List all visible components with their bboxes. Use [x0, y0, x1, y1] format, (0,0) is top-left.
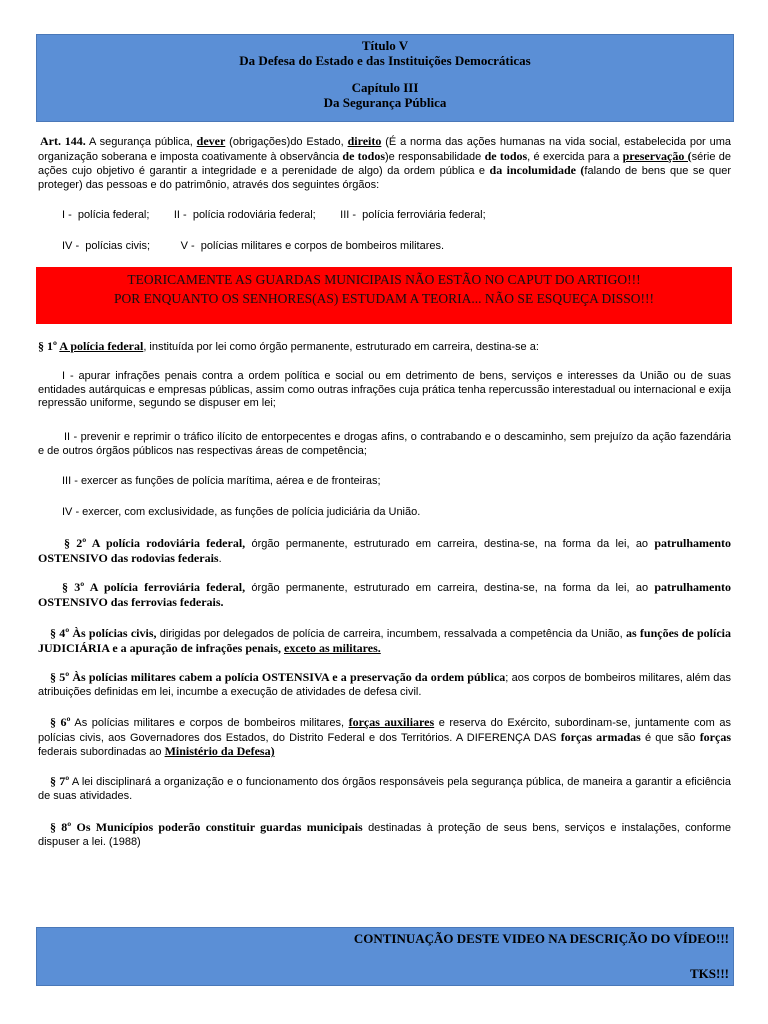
titulo-label: Título V	[361, 38, 409, 53]
paragraph-4: § 4º Às polícias civis, dirigidas por delegados de polícia de carreira, incumbem, ressalvada a competência da União, as funções de polícia JUDICIÁRIA e a apuração de infrações penais, exceto as militares.	[38, 626, 731, 655]
orgaos-line-2: IV - polícias civis; V - polícias militares e corpos de bombeiros militares.	[62, 240, 445, 252]
paragraph-1: § 1º A polícia federal, instituída por lei como órgão permanente, estruturado em carreira, destina-se a:	[38, 339, 539, 353]
capitulo-name: Da Segurança Pública	[323, 95, 447, 110]
inciso-ii: II - prevenir e reprimir o tráfico ilícito de entorpecentes e drogas afins, o contrabando e o descaminho, sem prejuízo da ação fazendária e de outros órgãos públicos nas respectivas áreas de competência;	[38, 431, 731, 457]
inciso-iii: III - exercer as funções de polícia marítima, aérea e de fronteiras;	[62, 475, 381, 487]
inciso-iv: IV - exercer, com exclusividade, as funções de polícia judiciária da União.	[62, 506, 421, 518]
art144-paragraph: Art. 144. A segurança pública, dever (obrigações)do Estado, direito (É a norma das ações humanas na vida social, estabelecida por uma organização soberana e imposta coativamente à observância de todos)e responsabilidade de todos, é exercida para a preservação (série de ações cujo objetivo é garantir a integridade e a perenidade de algo) da ordem pública e da incolumidade (falando de bens que se quer proteger) das pessoas e do patrimônio, através dos seguintes órgãos:	[38, 134, 731, 191]
paragraph-6: § 6º As polícias militares e corpos de bombeiros militares, forças auxiliares e reserva do Exército, subordinam-se, juntamente com as polícias civis, aos Governadores dos Estados, do Distrito Federal e dos Territórios. A DIFERENÇA DAS forças armadas é que são forças federais subordinadas ao Ministério da Defesa)	[38, 715, 732, 759]
paragraph-3: § 3º A polícia ferroviária federal, órgão permanente, estruturado em carreira, destina-se, na forma da lei, ao patrulhamento OSTENSIVO das ferrovias federais.	[38, 580, 732, 609]
footer-line-2: TKS!!!	[690, 966, 729, 981]
alert-banner	[36, 267, 732, 324]
alert-line-1: TEORICAMENTE AS GUARDAS MUNICIPAIS NÃO ESTÃO NO CAPUT DO ARTIGO!!!	[127, 272, 641, 287]
footer-banner	[36, 927, 734, 986]
paragraph-7: § 7º A lei disciplinará a organização e o funcionamento dos órgãos responsáveis pela segurança pública, de maneira a garantir a eficiência de suas atividades.	[38, 774, 731, 802]
orgaos-line-1: I - polícia federal; II - polícia rodoviária federal; III - polícia ferroviária federal;	[62, 209, 486, 221]
capitulo-label: Capítulo III	[351, 80, 419, 95]
titulo-name: Da Defesa do Estado e das Instituições Democráticas	[239, 53, 531, 68]
inciso-i: I - apurar infrações penais contra a ordem política e social ou em detrimento de bens, serviços e interesses da União ou de suas entidades autárquicas e empresas públicas, assim como outras infrações cuja prática tenha repercussão interestadual ou internacional e exija repressão uniforme, segundo se dispuser em lei;	[38, 370, 731, 410]
footer-line-1: CONTINUAÇÃO DESTE VIDEO NA DESCRIÇÃO DO VÍDEO!!!	[353, 931, 729, 946]
paragraph-2: § 2º A polícia rodoviária federal, órgão permanente, estruturado em carreira, destina-se, na forma da lei, ao patrulhamento OSTENSIVO das rodovias federais.	[38, 536, 731, 565]
paragraph-5: § 5º Às polícias militares cabem a polícia OSTENSIVA e a preservação da ordem pública; aos corpos de bombeiros militares, além das atribuições definidas em lei, incumbe a execução de atividades de defesa civil.	[38, 670, 731, 698]
paragraph-8: § 8º Os Municípios poderão constituir guardas municipais destinadas à proteção de seus bens, serviços e instalações, conforme dispuser a lei. (1988)	[38, 820, 731, 848]
title-banner	[36, 34, 734, 122]
alert-line-2: POR ENQUANTO OS SENHORES(AS) ESTUDAM A TEORIA... NÃO SE ESQUEÇA DISSO!!!	[114, 291, 654, 306]
